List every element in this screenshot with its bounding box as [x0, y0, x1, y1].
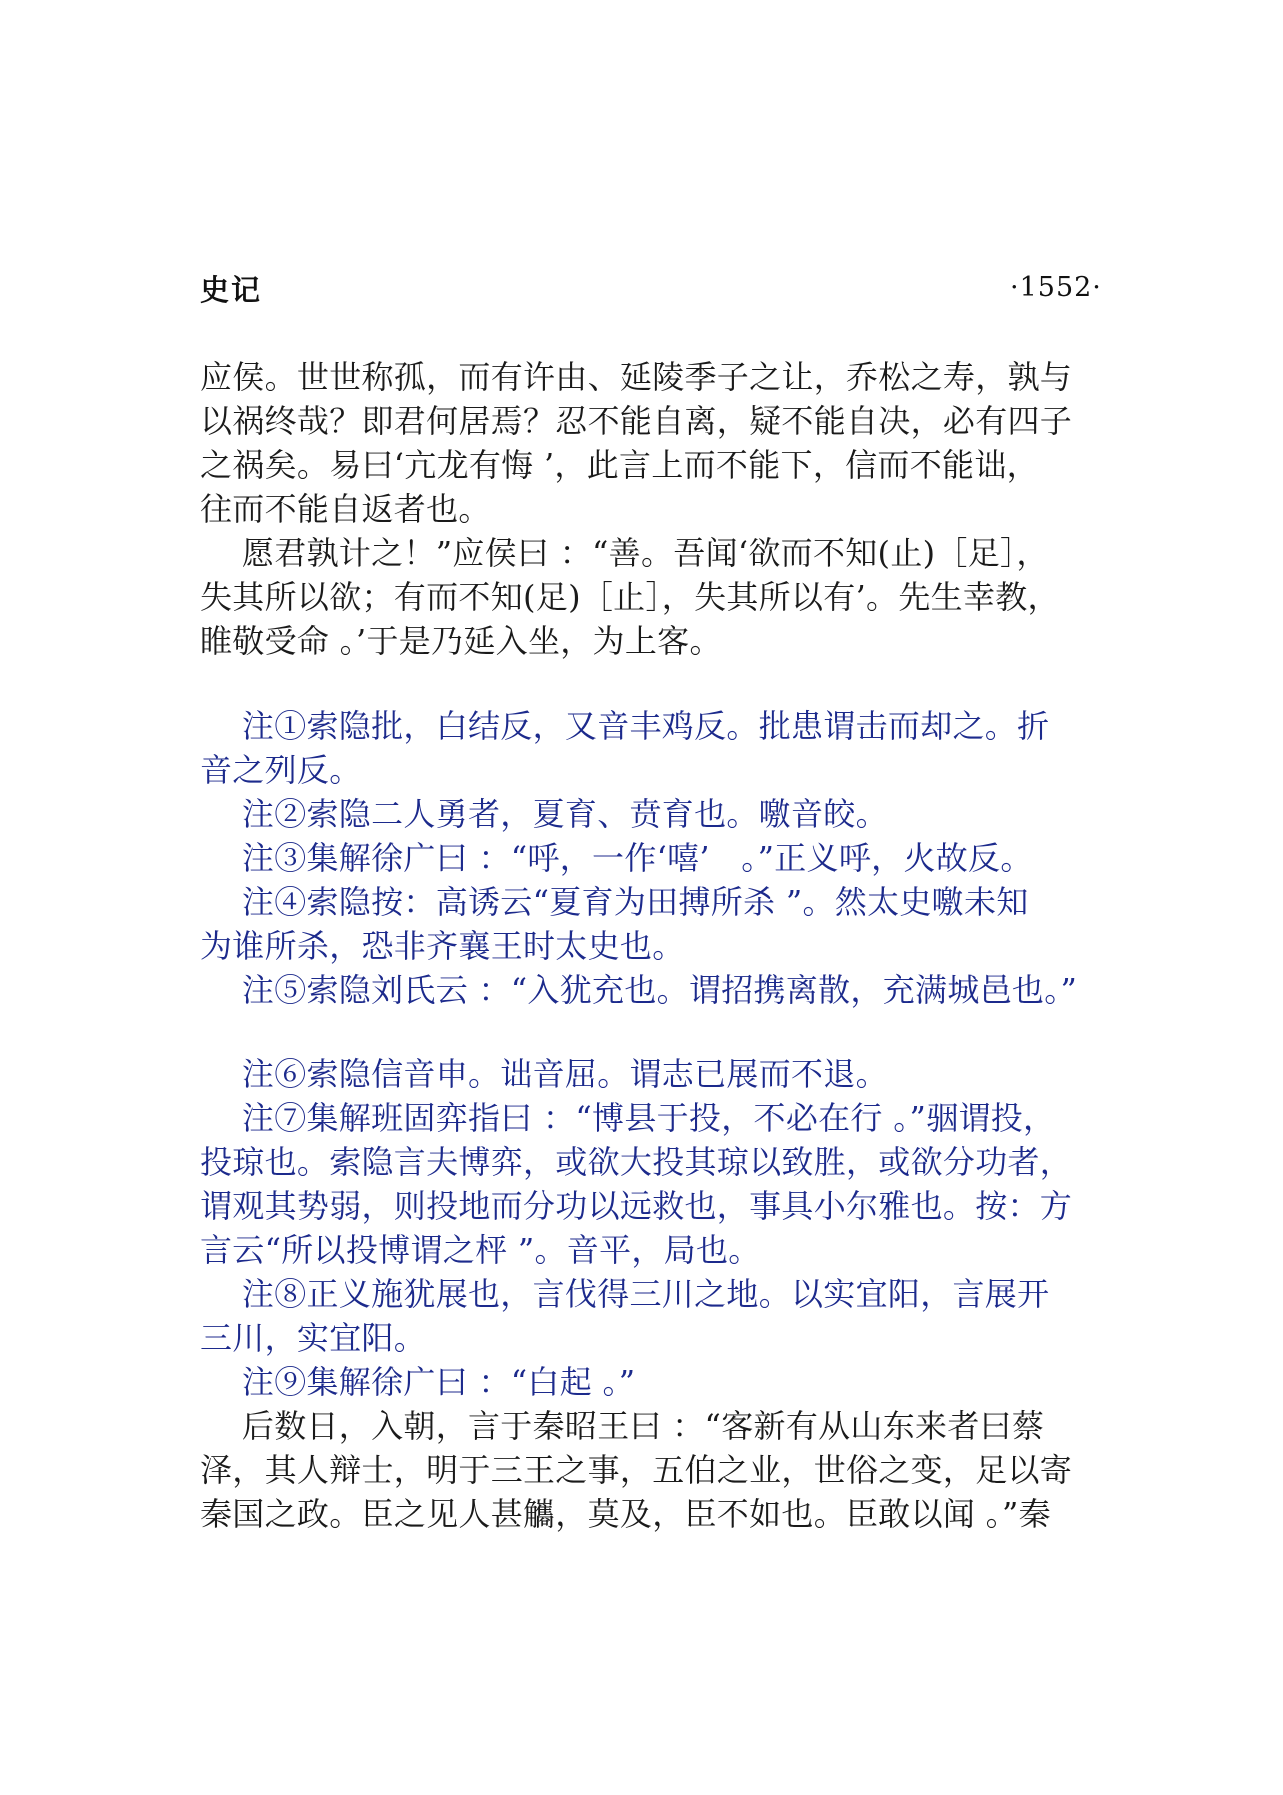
- text-line: 应侯。世世称孤，而有许由、延陵季子之让，乔松之寿，孰与: [200, 358, 1073, 396]
- note-line: 注①索隐批，白结反，又音丰鸡反。批患谓击而却之。折: [200, 707, 1050, 745]
- text-line: 秦国之政。臣之见人甚觿，莫及，臣不如也。臣敢以闻 。”秦: [200, 1495, 1051, 1533]
- note-line: 注⑧正义施犹展也，言伐得三川之地。以实宜阳，言展开: [200, 1275, 1050, 1313]
- text-line: 失其所以欲；有而不知(足)［止］，失其所以有’。先生幸教，: [200, 578, 1060, 616]
- note-line: 音之列反。: [200, 751, 362, 789]
- main-passage: [200, 355, 1100, 663]
- closing-passage: [200, 1404, 1100, 1536]
- note-line: 注⑦集解班固弈指曰 ：“博县于投，不必在行 。”骃谓投，: [200, 1099, 1056, 1137]
- book-title: 史记: [200, 273, 263, 307]
- note-line: 注②索隐二人勇者，夏育、贲育也。噭音皎。: [200, 795, 888, 833]
- text-line: 往而不能自返者也。: [200, 490, 491, 528]
- text-line: 泽，其人辩士，明于三王之事，五伯之业，世俗之变，足以寄: [200, 1451, 1073, 1489]
- page-body: [200, 355, 1100, 1536]
- note-line: 注⑥索隐信音申。诎音屈。谓志已展而不退。: [200, 1055, 888, 1093]
- notes-group-2: [200, 1052, 1100, 1404]
- page-number: ·1552·: [1010, 272, 1102, 303]
- note-line: 谓观其势弱，则投地而分功以远救也，事具小尔雅也。按：方: [200, 1187, 1073, 1225]
- note-line: 投琼也。索隐言夫博弈，或欲大投其琼以致胜，或欲分功者，: [200, 1143, 1073, 1181]
- note-line: 注⑨集解徐广曰 ：“白起 。”: [200, 1363, 636, 1401]
- text-line: 之祸矣。易曰‘亢龙有悔 ’，此言上而不能下，信而不能诎，: [200, 446, 1039, 484]
- paragraph-gap: [200, 1012, 1100, 1052]
- note-line: 言云“所以投博谓之枰 ”。音平，局也。: [200, 1231, 761, 1269]
- note-line: 注③集解徐广曰 ：“呼，一作‘嘻’ 。”正义呼，火故反。: [200, 839, 1033, 877]
- note-line: 为谁所杀，恐非齐襄王时太史也。: [200, 927, 685, 965]
- paragraph-gap: [200, 663, 1100, 704]
- note-line: 注⑤索隐刘氏云 ：“入犹充也。谓招携离散，充满城邑也。”: [200, 971, 1078, 1009]
- note-line: 三川，实宜阳。: [200, 1319, 427, 1357]
- text-line: 后数日，入朝，言于秦昭王曰 ：“客新有从山东来者曰蔡: [200, 1407, 1045, 1445]
- notes-group-1: [200, 704, 1100, 1012]
- text-line: 以祸终哉？即君何居焉？忍不能自离，疑不能自决，必有四子: [200, 402, 1073, 440]
- text-line: 睢敬受命 。’于是乃延入坐，为上客。: [200, 622, 722, 660]
- text-line: 愿君孰计之！”应侯曰 ：“善。吾闻‘欲而不知(止)［足］，: [200, 534, 1049, 572]
- note-line: 注④索隐按：高诱云“夏育为田搏所杀 ”。然太史噭未知: [200, 883, 1029, 921]
